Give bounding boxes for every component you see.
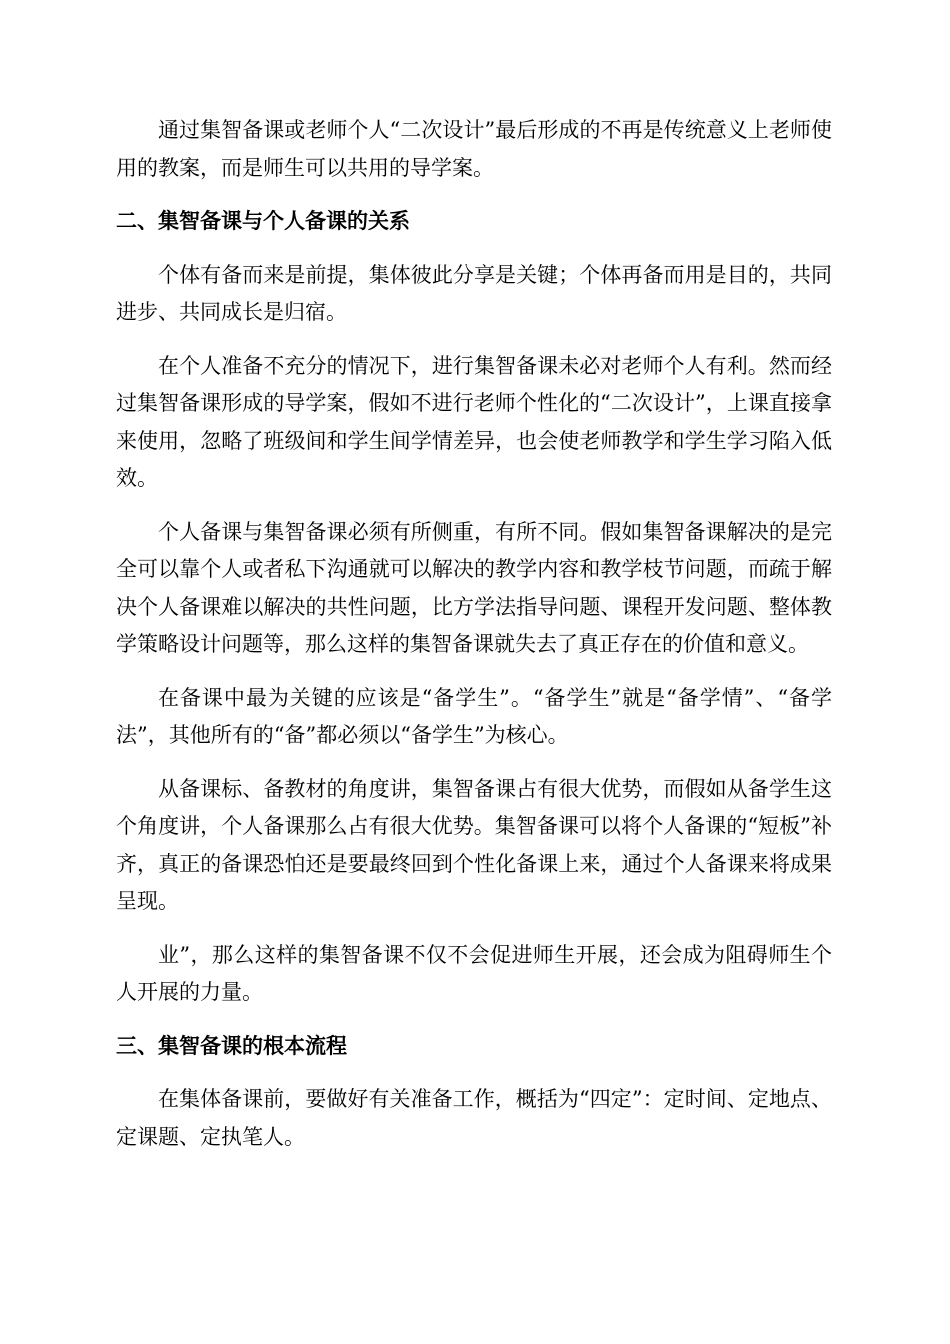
paragraph-intro: 通过集智备课或老师个人“二次设计”最后形成的不再是传统意义上老师使用的教案，而是师生可以共用的导学案。: [116, 118, 832, 180]
paragraph-advantages: 从备课标、备教材的角度讲，集智备课占有很大优势，而假如从备学生这个角度讲，个人备课那么占有很大优势。集智备课可以将个人备课的“短板”补齐，真正的备课恐怕还是要最终回到个性化备课上来，通过个人备课来将成果呈现。: [116, 776, 832, 913]
paragraph-relation-premise: 个体有备而来是前提，集体彼此分享是关键；个体再备而用是目的，共同进步、共同成长是归宿。: [116, 262, 832, 324]
paragraph-prepare-students: 在备课中最为关键的应该是“备学生”。“备学生”就是“备学情”、“备学法”，其他所有的“备”都必须以“备学生”为核心。: [116, 685, 832, 747]
paragraph-fragment: 业”，那么这样的集智备课不仅不会促进师生开展，还会成为阻碍师生个人开展的力量。: [116, 942, 832, 1004]
section-heading-3: 三、集智备课的根本流程: [116, 1033, 347, 1058]
paragraph-four-fixes: 在集体备课前，要做好有关准备工作，概括为“四定”：定时间、定地点、定课题、定执笔人。: [116, 1087, 832, 1149]
document-page: [116, 112, 832, 1172]
paragraph-preparation: 在个人准备不充分的情况下，进行集智备课未必对老师个人有利。然而经过集智备课形成的导学案，假如不进行老师个性化的“二次设计”，上课直接拿来使用，忽略了班级间和学生间学情差异，也会使老师教学和学生学习陷入低效。: [116, 353, 832, 490]
section-heading-2: 二、集智备课与个人备课的关系: [116, 209, 410, 233]
paragraph-emphasis: 个人备课与集智备课必须有所侧重，有所不同。假如集智备课解决的是完全可以靠个人或者私下沟通就可以解决的教学内容和教学枝节问题，而疏于解决个人备课难以解决的共性问题，比方学法指导问题、课程开发问题、整体教学策略设计问题等，那么这样的集智备课就失去了真正存在的价值和意义。: [116, 519, 832, 656]
